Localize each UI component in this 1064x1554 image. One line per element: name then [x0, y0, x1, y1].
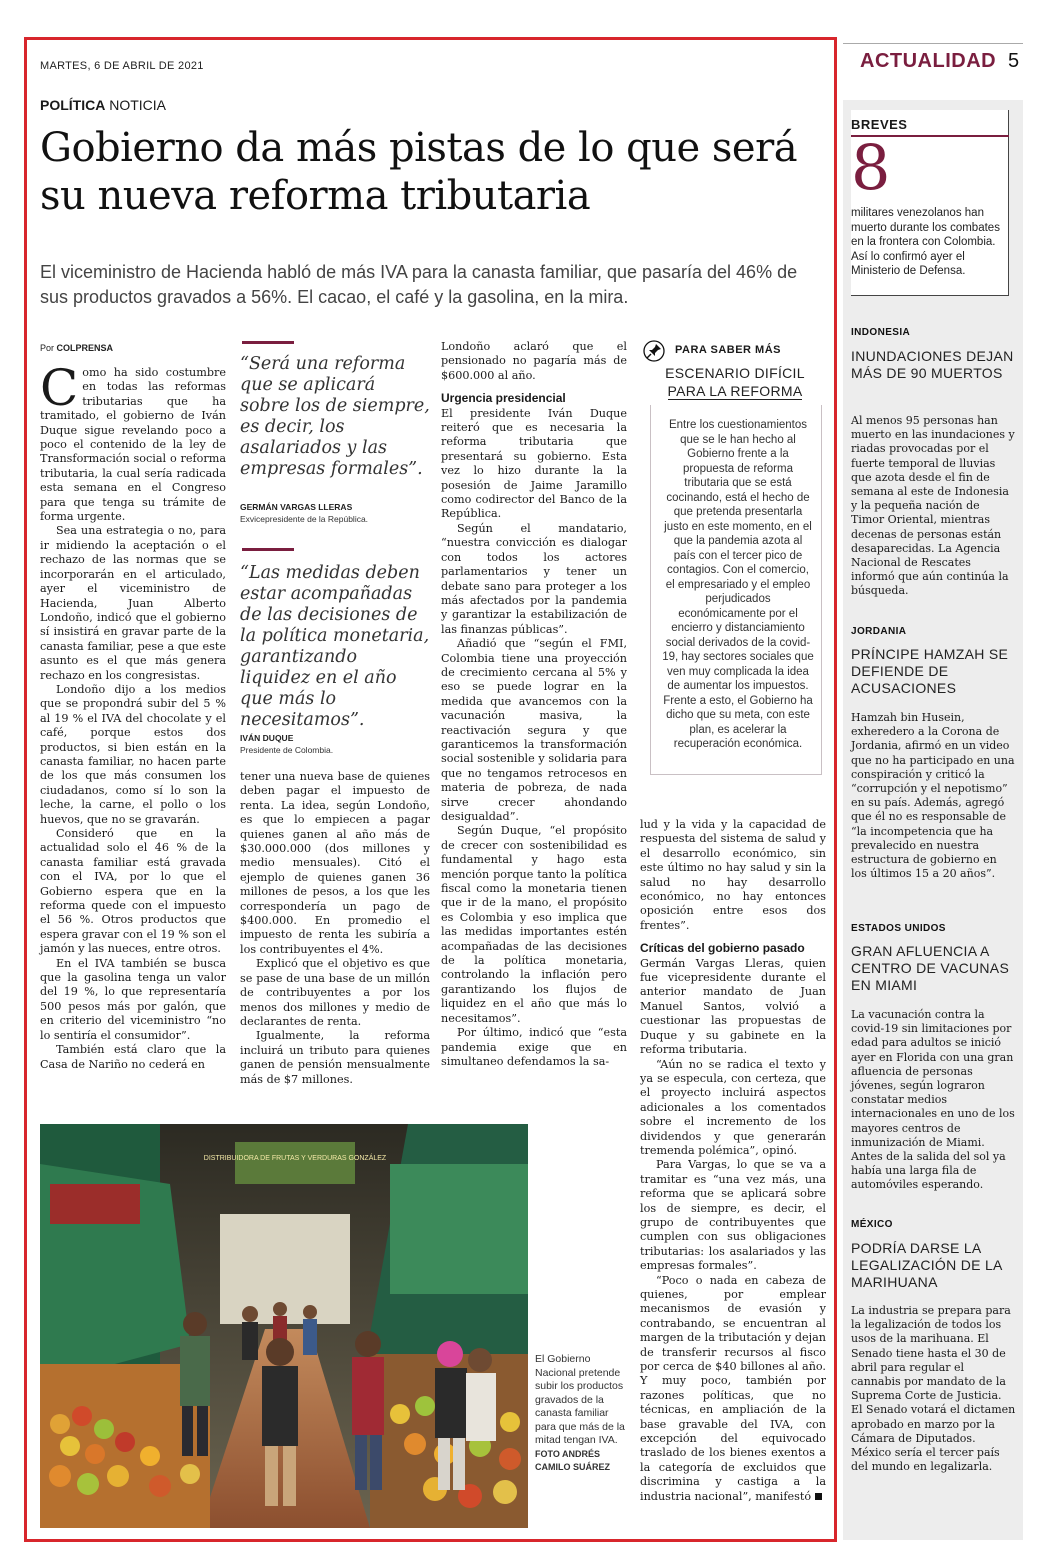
byline-author: COLPRENSA	[56, 343, 114, 353]
quote-rule	[242, 548, 294, 551]
brief-text: La industria se prepara para la legalización de todos los usos de la marihuana. El Senado tiene hasta el 30 de abril para regular el cannabis por mandato de la Suprema Corte de Justicia. El Senado votará el dictamen aprobado en marzo por la Cámara de Diputados. México sería el tercer país del mundo en legalizarla.	[851, 1304, 1016, 1474]
column-1	[40, 359, 226, 1072]
brief-title: INUNDACIONES DEJAN MÁS DE 90 MUERTOS	[851, 348, 1014, 381]
paragraph: Explicó que el objetivo es que se pase de una base de un millón de contribuyentes a por los menos dos millones y medio de declarantes de renta.	[240, 957, 430, 1028]
pushpin-icon	[643, 340, 665, 362]
paragraph: Sea una estrategia o no, para ir midiendo la aceptación o el rechazo de las normas que se incorporarán en el articulado, ayer el viceministro de Hacienda, Juan Alberto Londoño, indicó que el gobierno sí insistirá en gravar parte de la canasta familiar, pese a que este asunto es el que más genera rechazo en los congresistas.	[40, 524, 226, 682]
section-bold: POLÍTICA	[40, 97, 106, 113]
box-title	[650, 364, 820, 400]
section-rule	[843, 43, 1023, 44]
brief-title: PRÍNCIPE HAMZAH SE DEFIENDE DE ACUSACIONES	[851, 646, 1009, 696]
column-3	[441, 340, 627, 1069]
paragraph	[40, 359, 226, 524]
deck: El viceministro de Hacienda habló de más IVA para la canasta familiar, que pasaría del 46% de sus productos gravados a 56%. El cacao, el café y la gasolina, en la mira.	[40, 262, 798, 307]
paragraph: Según Duque, “el propósito de crecer con sostenibilidad es fundamental y hago esta mención porque tanto la política fiscal como la monetaria tienen que ir de la mano, el propósito es Colombia y eso implica que las medidas importantes estén acompañadas de las decisiones de la política monetaria, controlando la inflación pero garantizando los flujos de liquidez en el año que más lo necesitamos”.	[441, 824, 627, 1025]
paragraph: Según el mandatario, “nuestra convicción es dialogar con todos los actores parlamentarios y tener un debate sano para proteger a los más afectados por la pandemia y garantizar la estabilización de las finanzas públicas”.	[441, 521, 627, 636]
paragraph-text: “Poco o nada en cabeza de quienes, por emplear mecanismos de evasión y contrabando, se encuentran al margen de la tributación y dejan de transferir recursos al fisco por cerca de $40 billones al año. Y muy poco, también por razones políticas, que no técnicas, en ampliación de la base gravable del IVA, con excepción del equivocado traslado de los bienes exentos a la categoría de excluidos que discrimina y castiga a la industria nacional”, manifestó	[640, 1273, 826, 1503]
paragraph: En el IVA también se busca que la gasolina tenga un valor del 19 %, lo que representaría 500 pesos más por galón, que en criterio del viceministro “no lo sentiría el consumidor”.	[40, 956, 226, 1042]
market-sign-text: DISTRIBUIDORA DE FRUTAS Y VERDURAS GONZÁLEZ	[203, 1155, 387, 1162]
paragraph: Igualmente, la reforma incluirá un tributo para quienes ganen de pensión mensualmente más de $7 millones.	[240, 1029, 430, 1086]
pull-quote-1: “Será una reforma que se aplicará sobre los de siempre, es decir, los asalariados y las empresas formales”.	[240, 354, 430, 479]
quote-1-author: GERMÁN VARGAS LLERAS	[240, 502, 353, 512]
box-kicker: PARA SABER MÁS	[675, 344, 782, 356]
pull-quote-2: “Las medidas deben estar acompañadas de las decisiones de la política monetaria, garantizando liquidez en el año que más lo necesitamos”.	[240, 563, 430, 730]
box-text: Entre los cuestionamientos que se le han hecho al Gobierno frente a la propuesta de reforma tributaria que se está cocinando, está el hecho de que pretenda presentarla justo en este momento, en el que la pandemia azota al país con el tercer pico de contagios. Con el comercio, el empresariado y el empleo perjudicados económicamente por el encierro y distanciamiento social derivados de la covid-19, hay sectores sociales que ven muy complicada la idea de aumentar los impuestos. Frente a esto, el Gobierno ha dicho que su meta, con este plan, es acelerar la recuperación económica.	[662, 419, 814, 750]
paragraph: También está claro que la Casa de Nariño no cederá en	[40, 1043, 226, 1071]
subhead: Críticas del gobierno pasado	[640, 941, 805, 956]
brief-text: Al menos 95 personas han muerto en las inundaciones y riadas provocadas por el fuerte temporal de lluvias que azota desde el fin de semana al este de Indonesia y la pequeña nación de Timor Oriental, mientras decenas de personas están desaparecidas. La Agencia Nacional de Rescates informó que aún continúa la búsqueda.	[851, 414, 1015, 598]
paragraph: El presidente Iván Duque reiteró que es necesaria la reforma tributaria que presentará su gobierno. Esta vez lo hizo durante la la posesión de Jaime Jaramillo como codirector del Banco de la República.	[441, 406, 627, 521]
brief-country: ESTADOS UNIDOS	[851, 923, 946, 934]
end-mark	[815, 1493, 822, 1500]
brief-country: INDONESIA	[851, 327, 911, 338]
market-sign	[235, 1142, 355, 1184]
brief-country: MÉXICO	[851, 1219, 893, 1230]
paragraph: Añadió que “según el FMI, Colombia tiene una proyección de crecimiento cercana al 5% y eso se puede lograr en la medida que avancemos con la vacunación masiva, la reactivación segura y que garanticemos la transformación social sostenible y solidaria para que no tengamos retrocesos en materia de pobreza, de nada sirve crecer ahondando desigualdad”.	[441, 637, 627, 823]
photo-credit: FOTO ANDRÉS CAMILO SUÁREZ	[535, 1448, 610, 1472]
brief-country: JORDANIA	[851, 626, 907, 637]
issue-date: MARTES, 6 DE ABRIL DE 2021	[40, 60, 204, 72]
box-title-line-2: PARA LA REFORMA	[667, 383, 803, 399]
byline-prefix: Por	[40, 343, 55, 353]
brief-title: PODRÍA DARSE LA LEGALIZACIÓN DE LA MARIHUANA	[851, 1240, 1002, 1290]
dropcap: C	[40, 359, 79, 417]
paragraph: Por último, indicó que “esta pandemia exige que en simultaneo defendamos la sa-	[441, 1026, 627, 1068]
brief-text: La vacunación contra la covid-19 sin limitaciones por edad para adultos se inició ayer en Florida con una gran afluencia de personas jóvenes, según lograron constatar medios internacionales en uno de los mayores centros de inmunización de Miami. Antes de la salida del sol ya había una larga fila de automóviles esperando.	[851, 1008, 1015, 1192]
paragraph: Germán Vargas Lleras, quien fue vicepresidente durante el anterior mandato de Juan Manuel Santos, volvió a cuestionar las propuestas de Duque y su gabinete en la reforma tributaria.	[640, 956, 826, 1057]
paragraph: Londoño dijo a los medios que se propondrá subir del 5 % al 19 % el IVA del chocolate y el café, porque estos dos productos, si bien están en la canasta familiar, no hacen parte de los que más consumen los ciudadanos, como sí lo son la leche, la carne, el pollo o los huevos, que no se gravarán.	[40, 682, 226, 826]
column-2	[240, 770, 430, 1087]
subhead: Urgencia presidencial	[441, 391, 566, 406]
caption-text: El Gobierno Nacional pretende subir los productos gravados de la canasta familiar para que más de la mitad tengan IVA.	[535, 1353, 625, 1446]
quote-rule	[242, 341, 294, 344]
photo-caption	[535, 1353, 625, 1475]
section-name: ACTUALIDAD	[860, 50, 997, 72]
section-type: NOTICIA	[109, 97, 167, 113]
paragraph: Londoño aclaró que el pensionado no pagaría más de $600.000 al año.	[441, 340, 627, 382]
market-photo	[40, 1124, 528, 1528]
paragraph: Para Vargas, lo que se va a tramitar es “una vez más, una reforma que se aplicará sobre los de siempre, es decir, el grupo de contribuyentes que cumplen con sus obligaciones tributarias: los asalariados y las empresas formales”.	[640, 1158, 826, 1273]
quote-2-role: Presidente de Colombia.	[240, 745, 334, 755]
paragraph: Consideró que en la actualidad solo el 46 % de la canasta familiar está gravada con el IVA, por lo que el Gobierno espera que en la reforma quede con el impuesto el 56 %. Otros productos que espera gravar con el 19 % son el jamón y las nueces, entre otros.	[40, 827, 226, 956]
box-title-line-1: ESCENARIO DIFÍCIL	[665, 365, 805, 381]
paragraph: lud y la vida y la capacidad de respuesta del sistema de salud y el desarrollo económico, sin este último no hay salud y sin la salud no hay desarrollo económico, no hay entonces oposición entre esos dos frentes”.	[640, 818, 826, 932]
page-number: 5	[1008, 50, 1020, 72]
breves-label: BREVES	[851, 117, 908, 132]
paragraph-text: omo ha sido costumbre en todas las reformas tributarias que ha tramitado, el gobierno de Iván Duque sigue revelando poco a poco el contenido de la ley de Transformación social o reforma tributaria, la cual sería radicada esta semana en el Congreso para que tenga su trámite de forma urgente.	[40, 366, 226, 524]
headline: Gobierno da más pistas de lo que será su nueva reforma tributaria	[40, 125, 798, 219]
paragraph	[640, 1274, 826, 1505]
paragraph: “Aún no se radica el texto y ya se especula, con certeza, que el proyecto incluirá aspectos adicionales a los comentados sobre el incremento de los dividendos y que generarán tremenda polémica”, opinó.	[640, 1057, 826, 1157]
brief-title: GRAN AFLUENCIA A CENTRO DE VACUNAS EN MIAMI	[851, 943, 1010, 993]
breves-text: militares venezolanos han muerto durante los combates en la frontera con Colombia. Así lo confirmó ayer el Ministerio de Defensa.	[851, 207, 1000, 277]
byline	[40, 343, 113, 353]
quote-2-author: IVÁN DUQUE	[240, 733, 294, 743]
paragraph: tener una nueva base de quienes deben pagar el impuesto de renta. La idea, según Londoño, es que lo empiecen a pagar quienes ganen al año más de $30.000.000 (dos millones y medio mensuales). Citó el ejemplo de quienes ganen 36 millones de pesos, a los que les correspondería un pago de $400.000. En promedio el impuesto de renta les subiría a los contribuyentes el 4%.	[240, 770, 430, 956]
article-section	[40, 97, 166, 113]
market-illustration	[40, 1124, 528, 1528]
breves-number: 8	[851, 131, 891, 204]
column-4	[640, 818, 826, 1504]
brief-text: Hamzah bin Husein, exheredero a la Corona de Jordania, afirmó en un video que no ha participado en una conspiración y criticó la “corrupción y el nepotismo” en su país. Además, agregó que él no es responsable de “la incompetencia que ha prevalecido en nuestra estructura de gobierno en los últimos 15 a 20 años”.	[851, 711, 1015, 881]
quote-1-role: Exvicepresidente de la República.	[240, 514, 369, 524]
